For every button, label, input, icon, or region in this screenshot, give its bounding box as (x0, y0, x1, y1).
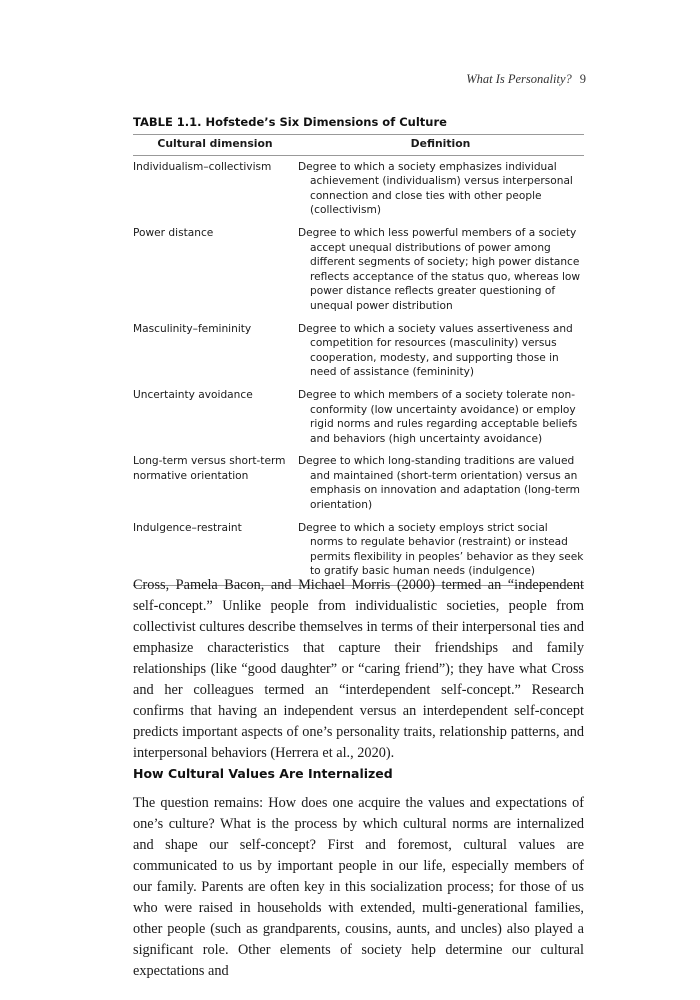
definition-cell (297, 222, 584, 318)
page-number: 9 (579, 72, 586, 86)
definition-cell (297, 384, 584, 450)
dimension-cell: Long-term versus short-term normative orientation (133, 455, 286, 482)
table-row (133, 155, 584, 222)
table-caption: TABLE 1.1. Hofstede’s Six Dimensions of Culture (133, 115, 447, 129)
column-header-definition: Definition (297, 135, 584, 156)
definition-text: Degree to which a society values assertiveness and competition for resources (masculinity) versus cooperation, modesty, and supporting those in need of assistance (femininity) (298, 322, 573, 379)
definition-text: Degree to which long-standing traditions are valued and maintained (short-term orientation) versus an emphasis on innovation and adaptation (long-term orientation) (298, 455, 580, 512)
definition-text: Degree to which a society emphasizes individual achievement (individualism) versus interpersonal connection and close ties with other people (collectivism) (298, 160, 573, 217)
table-row (133, 222, 584, 318)
table-header-row (133, 135, 584, 156)
culture-dimensions-table (133, 134, 584, 586)
dimension-cell: Masculinity–femininity (133, 322, 252, 335)
body-paragraph: Cross, Pamela Bacon, and Michael Morris (2000) termed an “independent self-concept.” Unlike people from individualistic societies, people from collectivist cultures describe themselves in terms of their interpersonal ties and emphasize characteristics that capture their friendships and family relationships (like “good daughter” or “caring friend”); they have what Cross and her colleagues termed an “interdependent self-concept.” Research confirms that having an independent versus an interdependent self-concept predicts important aspects of one’s personality traits, relationship patterns, and interpersonal behaviors (Herrera et al., 2020). (133, 577, 585, 761)
running-title: What Is Personality? (466, 72, 572, 86)
definition-text: Degree to which a society employs strict social norms to regulate behavior (restraint) or instead permits flexibility in peoples’ behavior as they seek to gratify basic human needs (indulgence) (298, 521, 584, 578)
body-paragraph: The question remains: How does one acquire the values and expectations of one’s culture? What is the process by which cultural norms are internalized and shape our self-concept? First and foremost, cultural values are communicated to us by important people in our life, especially members of our family. Parents are often key in this socialization process; for those of us who were raised in households with extended, multi-generational families, other people (such as grandparents, cousins, aunts, and uncles) also played a significant role. Other elements of society help determine our cultural expectations and (133, 795, 584, 979)
table-row (133, 384, 584, 450)
definition-cell (297, 450, 584, 516)
table-row (133, 318, 584, 384)
definition-text: Degree to which less powerful members of a society accept unequal distributions of power among different segments of society; high power distance reflects acceptance of the status quo, whereas low power distance reflects greater questioning of unequal power distribution (298, 226, 581, 312)
table-row (133, 450, 584, 516)
definition-text: Degree to which members of a society tolerate non-conformity (low uncertainty avoidance) or employ rigid norms and rules regarding acceptable beliefs and behaviors (high uncertainty avoidance) (298, 388, 578, 445)
definition-cell (297, 155, 584, 222)
column-header-dimension: Cultural dimension (133, 135, 297, 156)
definition-cell (297, 318, 584, 384)
dimension-cell: Power distance (133, 226, 214, 239)
dimension-cell: Uncertainty avoidance (133, 388, 253, 401)
section-heading: How Cultural Values Are Internalized (133, 766, 393, 781)
dimension-cell: Individualism–collectivism (133, 160, 272, 173)
dimension-cell: Indulgence–restraint (133, 517, 297, 586)
running-header (466, 72, 586, 87)
